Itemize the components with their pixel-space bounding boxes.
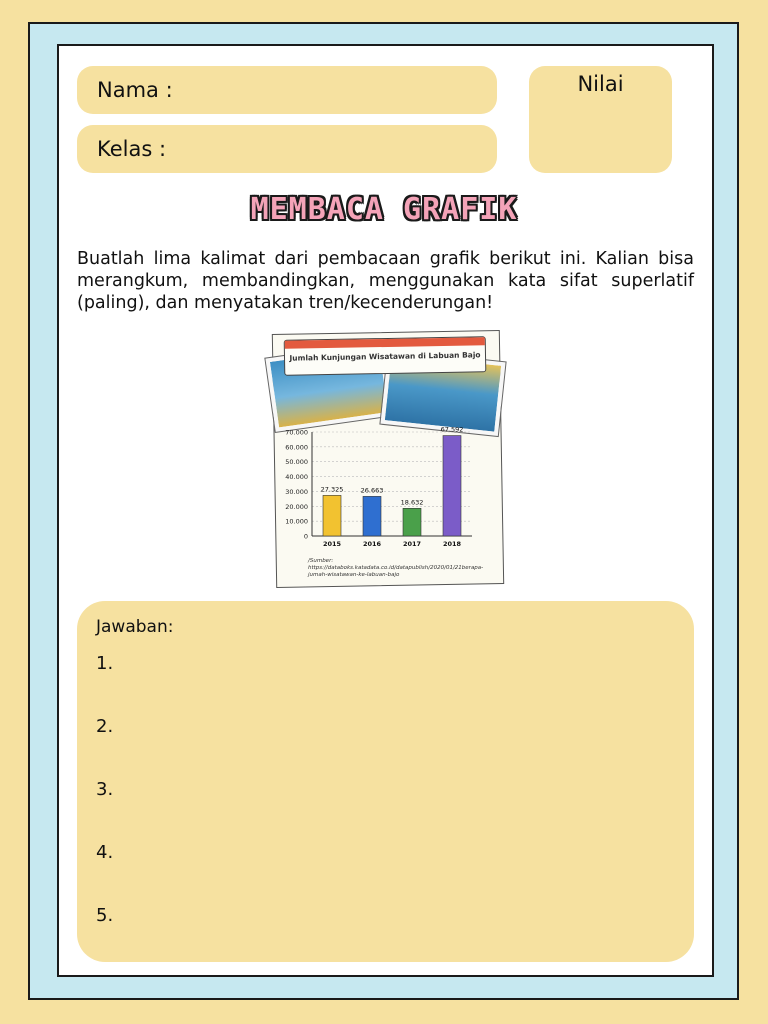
answer-line-2[interactable]: 2.	[96, 716, 114, 737]
y-tick-label: 10.000	[285, 517, 308, 526]
y-tick-label: 70.000	[285, 428, 308, 437]
name-label: Nama :	[97, 78, 173, 102]
name-field[interactable]	[77, 66, 497, 114]
answer-line-1[interactable]: 1.	[96, 653, 114, 674]
y-tick-label: 20.000	[285, 502, 308, 511]
y-tick-label: 60.000	[285, 443, 308, 452]
answer-line-4[interactable]: 4.	[96, 842, 114, 863]
x-tick-label: 2015	[322, 540, 342, 548]
y-tick-label: 50.000	[285, 458, 308, 467]
class-label: Kelas :	[97, 137, 167, 161]
bar-value-label: 27.325	[320, 485, 344, 494]
score-label: Nilai	[577, 72, 624, 96]
answer-title: Jawaban:	[96, 617, 174, 637]
x-tick-label: 2016	[362, 540, 382, 548]
bar-value-label: 26.663	[360, 486, 384, 495]
x-tick-label: 2017	[402, 540, 422, 548]
bar	[403, 508, 421, 536]
chart-title: Jumlah Kunjungan Wisatawan di Labuan Bajo	[289, 350, 481, 363]
x-tick-label: 2018	[442, 540, 462, 548]
bar	[363, 496, 381, 536]
y-tick-label: 30.000	[285, 487, 308, 496]
class-field[interactable]	[77, 125, 497, 173]
bar-chart	[262, 320, 508, 588]
bar-value-label: 67.592	[440, 425, 464, 434]
bar-value-label: 18.632	[400, 498, 424, 507]
answer-line-3[interactable]: 3.	[96, 779, 114, 800]
bar	[323, 495, 341, 536]
y-tick-label: 0	[303, 532, 308, 541]
chart-source: /Sumber: https://databoks.katadata.co.id/datapublish/2020/01/21berapa-jumah-wisatawan-ke-labuan-bajo	[308, 558, 484, 578]
page-title: MEMBACA GRAFIK	[250, 192, 518, 227]
chart-figure	[262, 320, 508, 588]
instructions-text: Buatlah lima kalimat dari pembacaan grafik berikut ini. Kalian bisa merangkum, membandingkan, menggunakan kata sifat superlatif (paling), dan menyatakan tren/kecenderungan!	[77, 249, 694, 313]
answer-line-5[interactable]: 5.	[96, 905, 114, 926]
bar	[443, 436, 461, 536]
y-tick-label: 40.000	[285, 473, 308, 482]
score-box[interactable]	[529, 66, 672, 173]
answer-box	[77, 601, 694, 962]
